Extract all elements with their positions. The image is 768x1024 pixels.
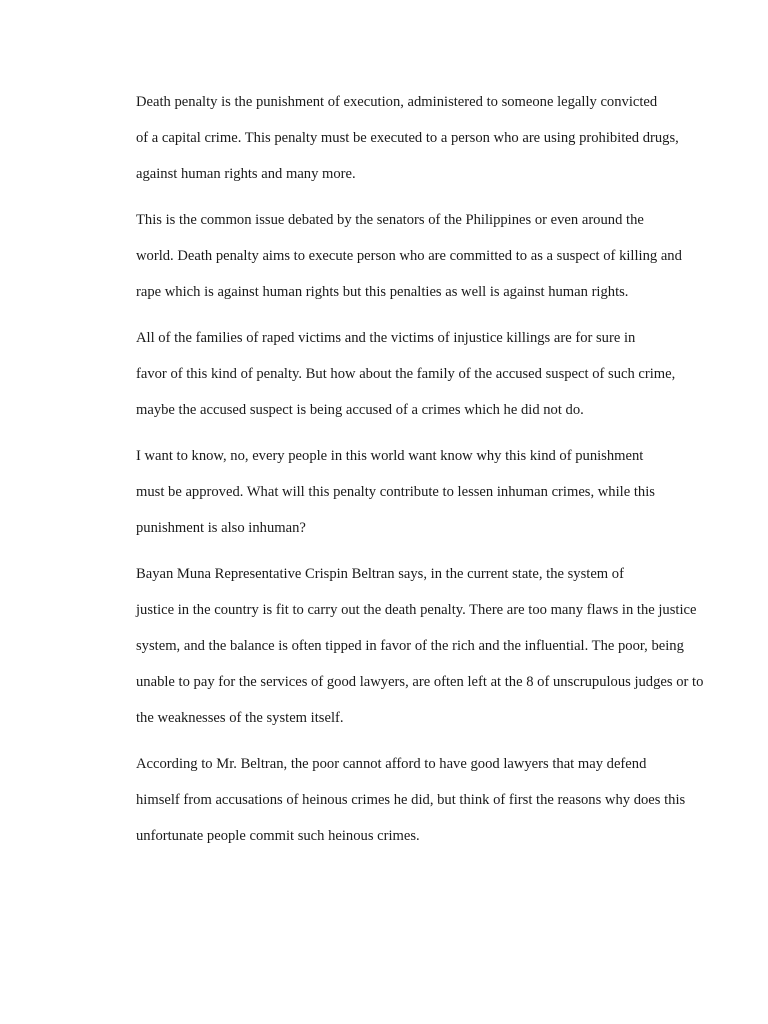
paragraph-line: justice in the country is fit to carry out the death penalty. There are too many flaws in the justice	[136, 602, 697, 618]
paragraph-line: This is the common issue debated by the senators of the Philippines or even around the	[136, 212, 644, 228]
paragraph-line: system, and the balance is often tipped in favor of the rich and the influential. The poor, being	[136, 638, 684, 654]
paragraph-line: rape which is against human rights but this penalties as well is against human rights.	[136, 284, 629, 300]
paragraph-line: All of the families of raped victims and the victims of injustice killings are for sure in	[136, 330, 636, 346]
paragraph-2	[90, 202, 680, 310]
paragraph-6	[90, 746, 686, 854]
paragraph-1	[90, 84, 680, 192]
paragraph-line: I want to know, no, every people in this world want know why this kind of punishment	[136, 448, 644, 464]
paragraph-line: unfortunate people commit such heinous crimes.	[136, 828, 420, 844]
paragraph-line: the weaknesses of the system itself.	[136, 710, 344, 726]
paragraph-line: Death penalty is the punishment of execution, administered to someone legally convicted	[136, 94, 658, 110]
paragraph-line: maybe the accused suspect is being accused of a crimes which he did not do.	[136, 402, 584, 418]
paragraph-line: According to Mr. Beltran, the poor cannot afford to have good lawyers that may defend	[136, 756, 647, 772]
paragraph-line: favor of this kind of penalty. But how about the family of the accused suspect of such crime,	[136, 366, 676, 382]
paragraph-5	[90, 556, 704, 736]
paragraph-line: himself from accusations of heinous crimes he did, but think of first the reasons why does this	[136, 792, 686, 808]
paragraph-line: punishment is also inhuman?	[136, 520, 306, 536]
paragraph-line: Bayan Muna Representative Crispin Beltran says, in the current state, the system of	[136, 566, 624, 582]
paragraph-4	[90, 438, 680, 546]
paragraph-line: world. Death penalty aims to execute person who are committed to as a suspect of killing and	[136, 248, 682, 264]
paragraph-line: unable to pay for the services of good lawyers, are often left at the 8 of unscrupulous judges or to	[136, 674, 704, 690]
paragraph-line: must be approved. What will this penalty contribute to lessen inhuman crimes, while this	[136, 484, 655, 500]
paragraph-3	[90, 320, 680, 428]
document-body	[90, 84, 704, 864]
paragraph-line: of a capital crime. This penalty must be executed to a person who are using prohibited drugs,	[136, 130, 679, 146]
paragraph-line: against human rights and many more.	[136, 166, 356, 182]
